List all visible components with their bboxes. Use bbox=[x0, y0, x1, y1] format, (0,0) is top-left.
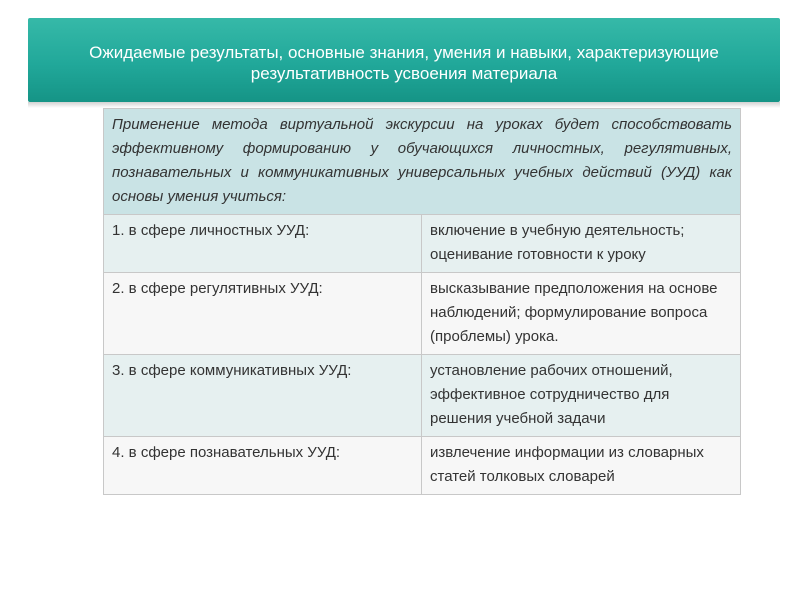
result-cell: включение в учебную деятельность; оценивание готовности к уроку bbox=[422, 215, 741, 273]
result-cell: извлечение информации из словарных статей толковых словарей bbox=[422, 437, 741, 495]
table-row bbox=[104, 215, 741, 273]
table-row-intro bbox=[104, 109, 741, 215]
sphere-cell: 4. в сфере познавательных УУД: bbox=[104, 437, 422, 495]
table-row bbox=[104, 437, 741, 495]
slide-title: Ожидаемые результаты, основные знания, умения и навыки, характеризующие результативность усвоения материала bbox=[89, 43, 719, 83]
table-row bbox=[104, 355, 741, 437]
intro-cell: Применение метода виртуальной экскурсии на уроках будет способствовать эффективному формированию у обучающихся личностных, регулятивных, познавательных и коммуникативных универсальных учебных действий (УУД) как основы умения учиться: bbox=[104, 109, 741, 215]
result-cell: установление рабочих отношений, эффективное сотрудничество для решения учебной задачи bbox=[422, 355, 741, 437]
table-row bbox=[104, 273, 741, 355]
result-cell: высказывание предположения на основе наблюдений; формулирование вопроса (проблемы) урока. bbox=[422, 273, 741, 355]
sphere-cell: 2. в сфере регулятивных УУД: bbox=[104, 273, 422, 355]
title-banner bbox=[28, 18, 780, 102]
sphere-cell: 3. в сфере коммуникативных УУД: bbox=[104, 355, 422, 437]
results-table bbox=[103, 108, 741, 495]
sphere-cell: 1. в сфере личностных УУД: bbox=[104, 215, 422, 273]
